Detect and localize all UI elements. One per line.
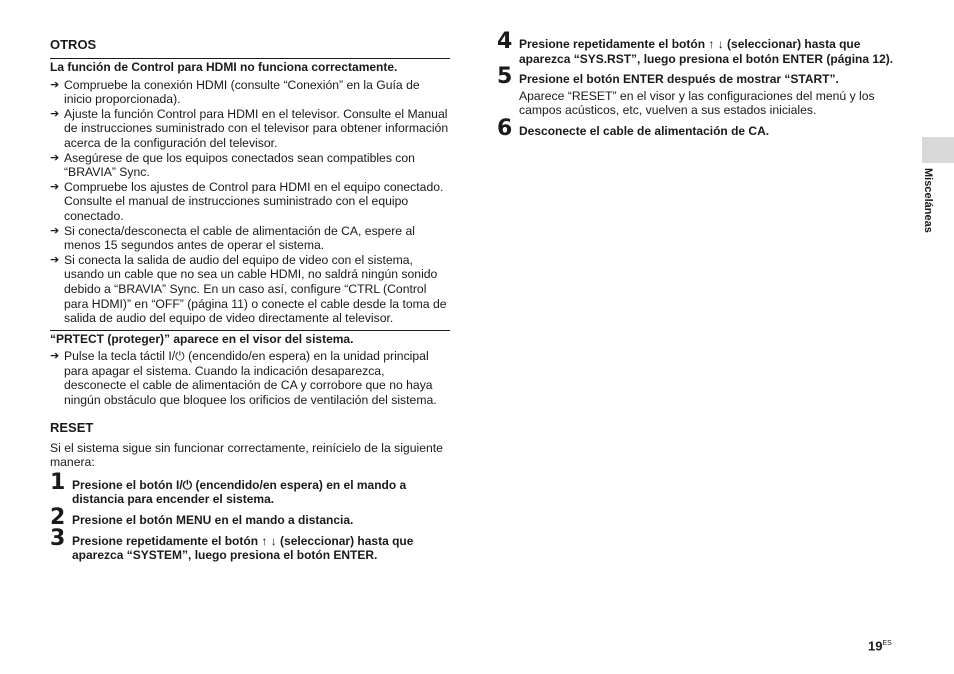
left-column — [50, 37, 450, 569]
arrow-right-icon: ➔ — [50, 180, 60, 193]
side-tab-label: Misceláneas — [922, 168, 934, 233]
section-heading-reset: RESET — [50, 419, 94, 435]
step-number: 3 — [50, 525, 66, 551]
step-number: 5 — [497, 64, 513, 90]
reset-intro: Si el sistema sigue sin funcionar correctamente, reinícielo de la siguiente manera: — [50, 440, 443, 470]
step-5 — [497, 64, 895, 118]
list-item: ➔ Si conecta/desconecta el cable de alimentación de CA, espere al menos 15 segundos antes de operar el sistema. — [50, 223, 415, 253]
arrow-right-icon: ➔ — [50, 253, 60, 266]
step-text: Presione repetidamente el botón ↑ ↓ (seleccionar) hasta que aparezca “SYSTEM”, luego presiona el botón ENTER. — [72, 533, 414, 563]
side-tab-marker — [922, 137, 954, 163]
problem-heading-prtect: “PRTECT (proteger)” aparece en el visor del sistema. — [50, 330, 450, 348]
page-number: $19^{ES}$ — [868, 638, 892, 654]
list-item: ➔ Compruebe la conexión HDMI (consulte “Conexión” en la Guía de inicio proporcionada). — [50, 77, 420, 107]
arrow-right-icon: ➔ — [50, 350, 60, 363]
arrow-right-icon: ➔ — [50, 78, 60, 91]
section-heading-otros: OTROS — [50, 37, 97, 52]
list-item: ➔ Compruebe los ajustes de Control para HDMI en el equipo conectado. Consulte el manual de instrucciones suministrado con el equipo conectado. — [50, 179, 444, 223]
list-item: ➔ Ajuste la función Control para HDMI en el televisor. Consulte el Manual de instrucciones suministrado con el televisor para obtener información acerca de la configuración del televisor. — [50, 106, 449, 150]
step-number: 4 — [497, 29, 513, 54]
step-text: Presione el botón I/⏻ (encendido/en espera) en el mando a distancia para encender el sistema. — [72, 477, 407, 507]
arrow-right-icon: ➔ — [50, 224, 60, 237]
problem-heading-hdmi: La función de Control para HDMI no funciona correctamente. — [50, 58, 450, 76]
arrow-right-icon: ➔ — [50, 151, 60, 164]
step-number: 1 — [50, 469, 66, 495]
step-text: Presione repetidamente el botón ↑ ↓ (seleccionar) hasta que aparezca “SYS.RST”, luego presiona el botón ENTER (página 12). — [519, 37, 894, 66]
step-text: Presione el botón MENU en el mando a distancia. — [72, 513, 354, 528]
arrow-right-icon: ➔ — [50, 107, 60, 120]
right-column — [497, 29, 895, 145]
list-item: ➔ Pulse la tecla táctil I/⏻ (encendido/en espera) en la unidad principal para apagar el sistema. Cuando la indicación desaparezca, desconecte el cable de alimentación de CA y corrobore que no haya ningún obstáculo que bloquee los orificios de ventilación del sistema. — [50, 349, 437, 408]
solution-list-hdmi — [50, 78, 450, 326]
step-6 — [497, 115, 895, 141]
step-2 — [50, 505, 450, 531]
step-1 — [50, 469, 450, 507]
page-suffix: ES — [882, 640, 892, 647]
step-number: 6 — [497, 115, 513, 141]
solution-list-prtect — [50, 349, 450, 407]
step-body: Aparece “RESET” en el visor y las configuraciones del menú y los campos acústicos, etc, vuelven a sus estados iniciales. — [519, 88, 875, 118]
step-number: 2 — [50, 505, 66, 531]
step-4 — [497, 29, 895, 66]
step-text: Presione el botón ENTER después de mostrar “START”. — [519, 72, 839, 87]
list-item: ➔ Si conecta la salida de audio del equipo de video con el sistema, usando un cable que no sea un cable HDMI, no saldrá ningún sonido debido a “BRAVIA” Sync. En un caso así, configure “CTRL (Control para HDMI)” en “OFF” (página 11) o conecte el cable desde la toma de salida de audio del equipo de video directamente al televisor. — [50, 252, 447, 326]
step-3 — [50, 525, 450, 563]
list-item: ➔ Asegúrese de que los equipos conectados sean compatibles con “BRAVIA” Sync. — [50, 150, 415, 180]
step-text: Desconecte el cable de alimentación de CA. — [519, 123, 770, 138]
